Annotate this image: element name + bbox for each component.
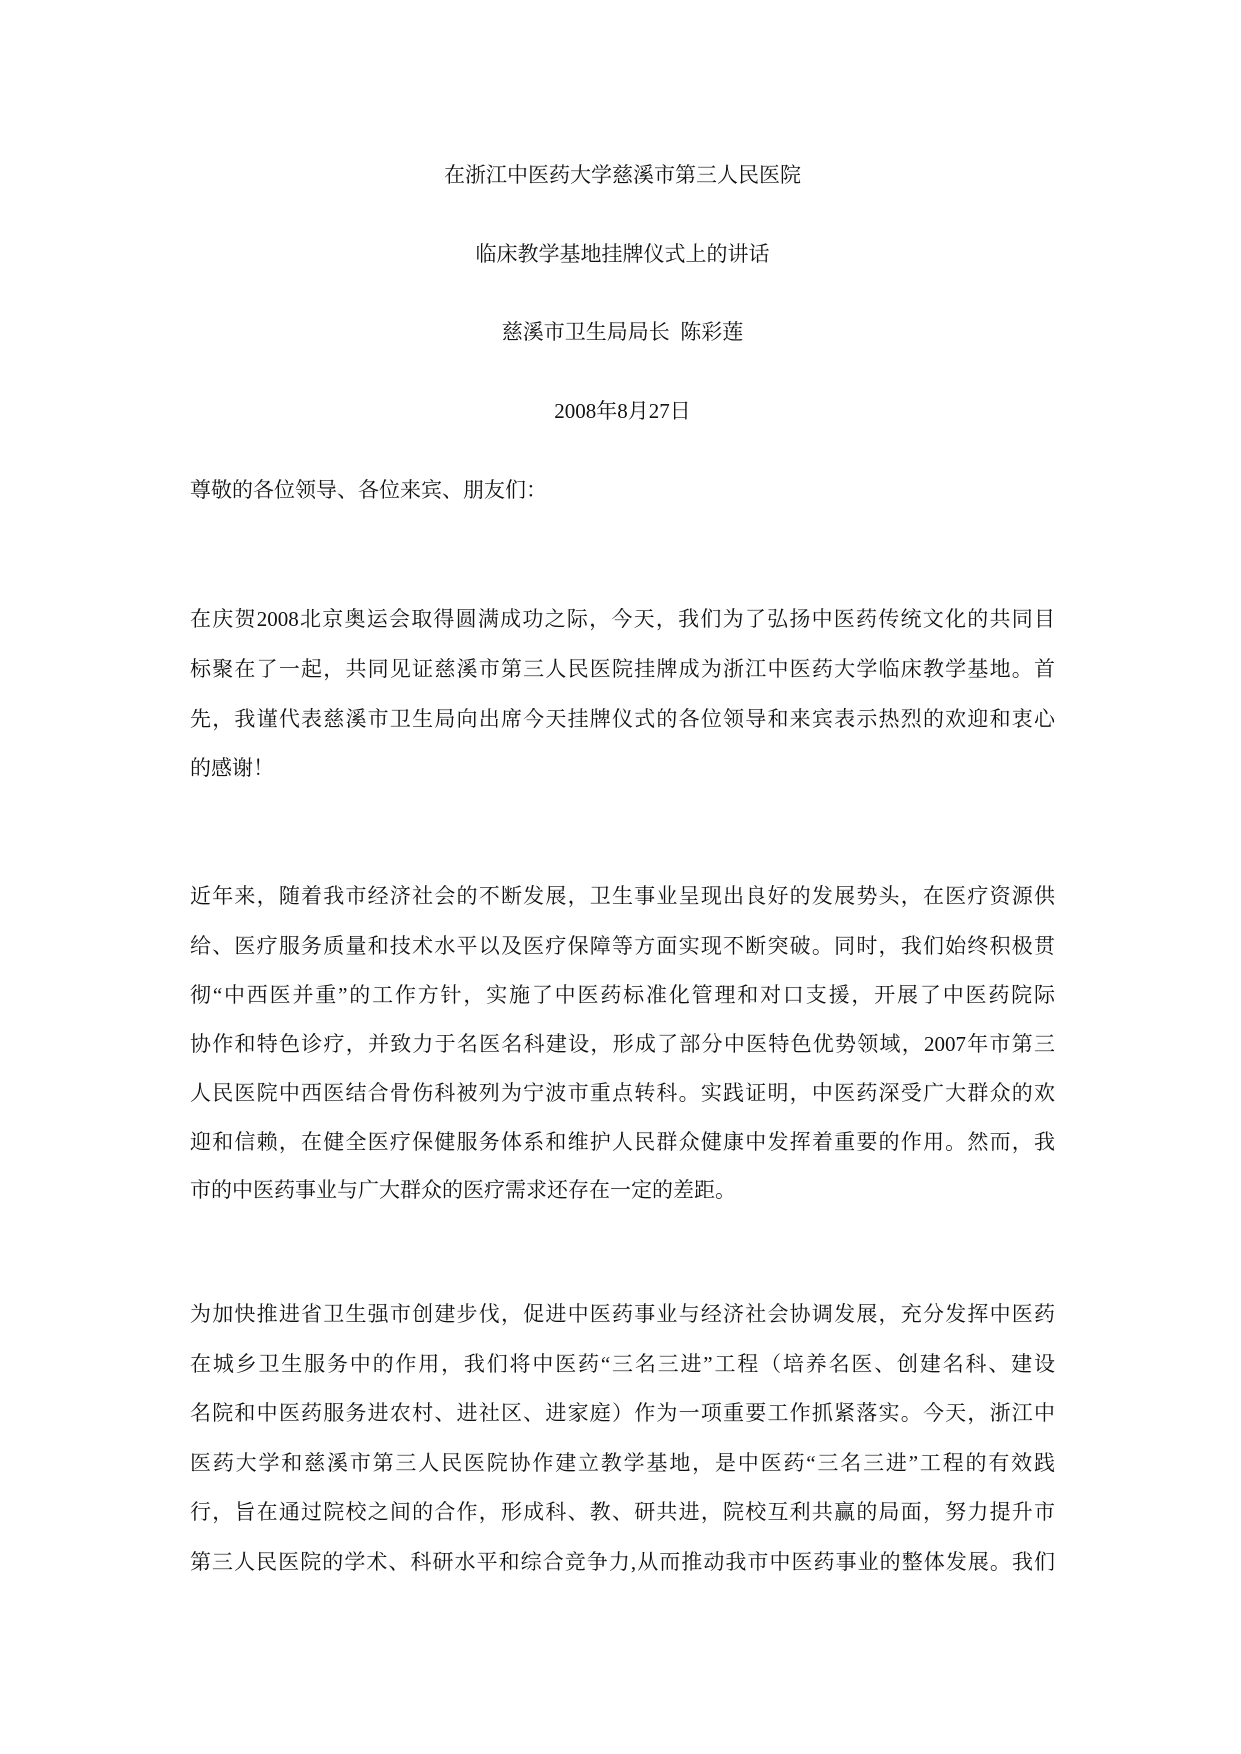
speaker-byline: 慈溪市卫生局局长 陈彩莲 — [501, 320, 744, 344]
paragraph-line: 标聚在了一起，共同见证慈溪市第三人民医院挂牌成为浙江中医药大学临床教学基地。首 — [190, 657, 1055, 681]
paragraph-line: 行，旨在通过院校之间的合作，形成科、教、研共进，院校互利共赢的局面，努力提升市 — [190, 1500, 1055, 1524]
paragraph-line: 名院和中医药服务进农村、进社区、进家庭）作为一项重要工作抓紧落实。今天，浙江中 — [190, 1401, 1055, 1425]
document-title-line-2: 临床教学基地挂牌仪式上的讲话 — [475, 242, 770, 266]
paragraph-line: 先，我谨代表慈溪市卫生局向出席今天挂牌仪式的各位领导和来宾表示热烈的欢迎和衷心 — [190, 707, 1055, 731]
paragraph-line: 医药大学和慈溪市第三人民医院协作建立教学基地，是中医药“三名三进”工程的有效践 — [190, 1451, 1055, 1475]
paragraph-line: 迎和信赖，在健全医疗保健服务体系和维护人民群众健康中发挥着重要的作用。然而，我 — [190, 1130, 1055, 1154]
paragraph-line: 为加快推进省卫生强市创建步伐，促进中医药事业与经济社会协调发展，充分发挥中医药 — [190, 1302, 1055, 1326]
paragraph-line: 第三人民医院的学术、科研水平和综合竞争力,从而推动我市中医药事业的整体发展。我们 — [190, 1550, 1055, 1574]
paragraph-line: 彻“中西医并重”的工作方针，实施了中医药标准化管理和对口支援，开展了中医药院际 — [190, 983, 1055, 1007]
speech-date: 2008年8月27日 — [554, 399, 691, 423]
paragraph-line: 市的中医药事业与广大群众的医疗需求还存在一定的差距。 — [190, 1178, 736, 1202]
paragraph-line: 协作和特色诊疗，并致力于名医名科建设，形成了部分中医特色优势领域，2007年市第三 — [190, 1032, 1055, 1056]
paragraph-line: 在城乡卫生服务中的作用，我们将中医药“三名三进”工程（培养名医、创建名科、建设 — [190, 1352, 1055, 1376]
paragraph-line: 给、医疗服务质量和技术水平以及医疗保障等方面实现不断突破。同时，我们始终积极贯 — [190, 934, 1055, 958]
document-title-line-1: 在浙江中医药大学慈溪市第三人民医院 — [444, 163, 801, 187]
paragraph-line: 近年来，随着我市经济社会的不断发展，卫生事业呈现出良好的发展势头，在医疗资源供 — [190, 884, 1055, 908]
paragraph-line: 人民医院中西医结合骨伤科被列为宁波市重点转科。实践证明，中医药深受广大群众的欢 — [190, 1081, 1055, 1105]
paragraph-line: 的感谢！ — [190, 756, 274, 780]
salutation: 尊敬的各位领导、各位来宾、朋友们： — [190, 478, 547, 502]
paragraph-line: 在庆贺2008北京奥运会取得圆满成功之际，今天，我们为了弘扬中医药传统文化的共同目 — [190, 607, 1055, 631]
